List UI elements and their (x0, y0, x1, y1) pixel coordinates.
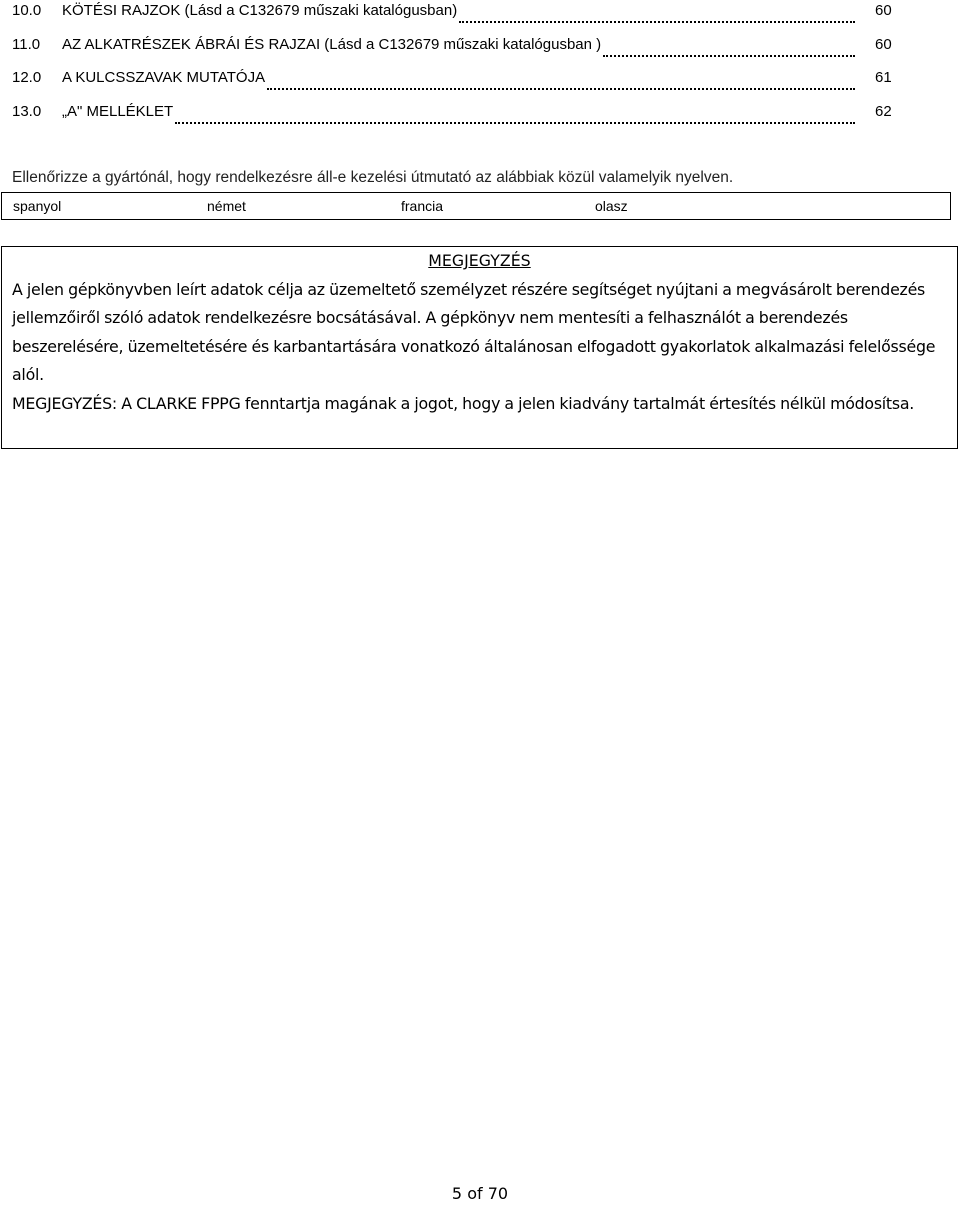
toc-entry-title: A KULCSSZAVAK MUTATÓJA (62, 69, 266, 86)
toc-dot-leader (603, 51, 855, 57)
language-german: német (207, 198, 246, 214)
toc-dot-leader (175, 118, 855, 124)
note-paragraph: A jelen gépkönyvben leírt adatok célja az üzemeltető személyzet részére segítséget nyújtani a megvásárolt berendezés jellemzőiről szóló adatok rendelkezésre bocsátásával. A gépkönyv nem mentesíti a felhasználót a berendezés beszerelésére, üzemeltetésére és karbantartására vonatkozó általánosan elfogadott gyakorlatok alkalmazási felelőssége alól. (12, 279, 936, 384)
toc-entry-title: AZ ALKATRÉSZEK ÁBRÁI ÉS RAJZAI (Lásd a C132679 műszaki katalógusban ) (62, 35, 602, 53)
language-spanish: spanyol (13, 198, 62, 214)
language-list-box (1, 192, 951, 220)
toc-entry-page: 60 (875, 2, 892, 19)
toc-entry-number: 13.0 (12, 102, 42, 120)
table-of-contents (12, 0, 912, 134)
toc-entry[interactable] (12, 34, 912, 68)
toc-entry-page: 60 (875, 35, 892, 53)
toc-entry[interactable] (12, 0, 912, 34)
note-heading: MEGJEGYZÉS (428, 251, 531, 270)
language-french: francia (401, 198, 444, 214)
toc-entry[interactable] (12, 67, 912, 101)
toc-dot-leader (459, 17, 855, 23)
toc-entry-page: 61 (875, 69, 892, 86)
note-box (1, 246, 958, 449)
toc-entry-number: 10.0 (12, 2, 42, 19)
page-number: 5 of 70 (451, 1184, 509, 1203)
toc-entry-number: 12.0 (12, 69, 42, 86)
language-availability-text: Ellenőrizze a gyártónál, hogy rendelkezésre áll-e kezelési útmutató az alábbiak közül valamelyik nyelven. (12, 169, 734, 186)
toc-entry-page: 62 (875, 102, 892, 120)
language-italian: olasz (595, 198, 628, 214)
toc-dot-leader (267, 84, 855, 90)
toc-entry-title: KÖTÉSI RAJZOK (Lásd a C132679 műszaki katalógusban) (62, 2, 458, 19)
toc-entry[interactable] (12, 101, 912, 135)
toc-entry-title: „A" MELLÉKLET (62, 102, 174, 120)
note-copyright-paragraph: MEGJEGYZÉS: A CLARKE FPPG fenntartja magának a jogot, hogy a jelen kiadvány tartalmát értesítés nélkül módosítsa. (12, 393, 915, 413)
toc-entry-number: 11.0 (12, 35, 41, 53)
